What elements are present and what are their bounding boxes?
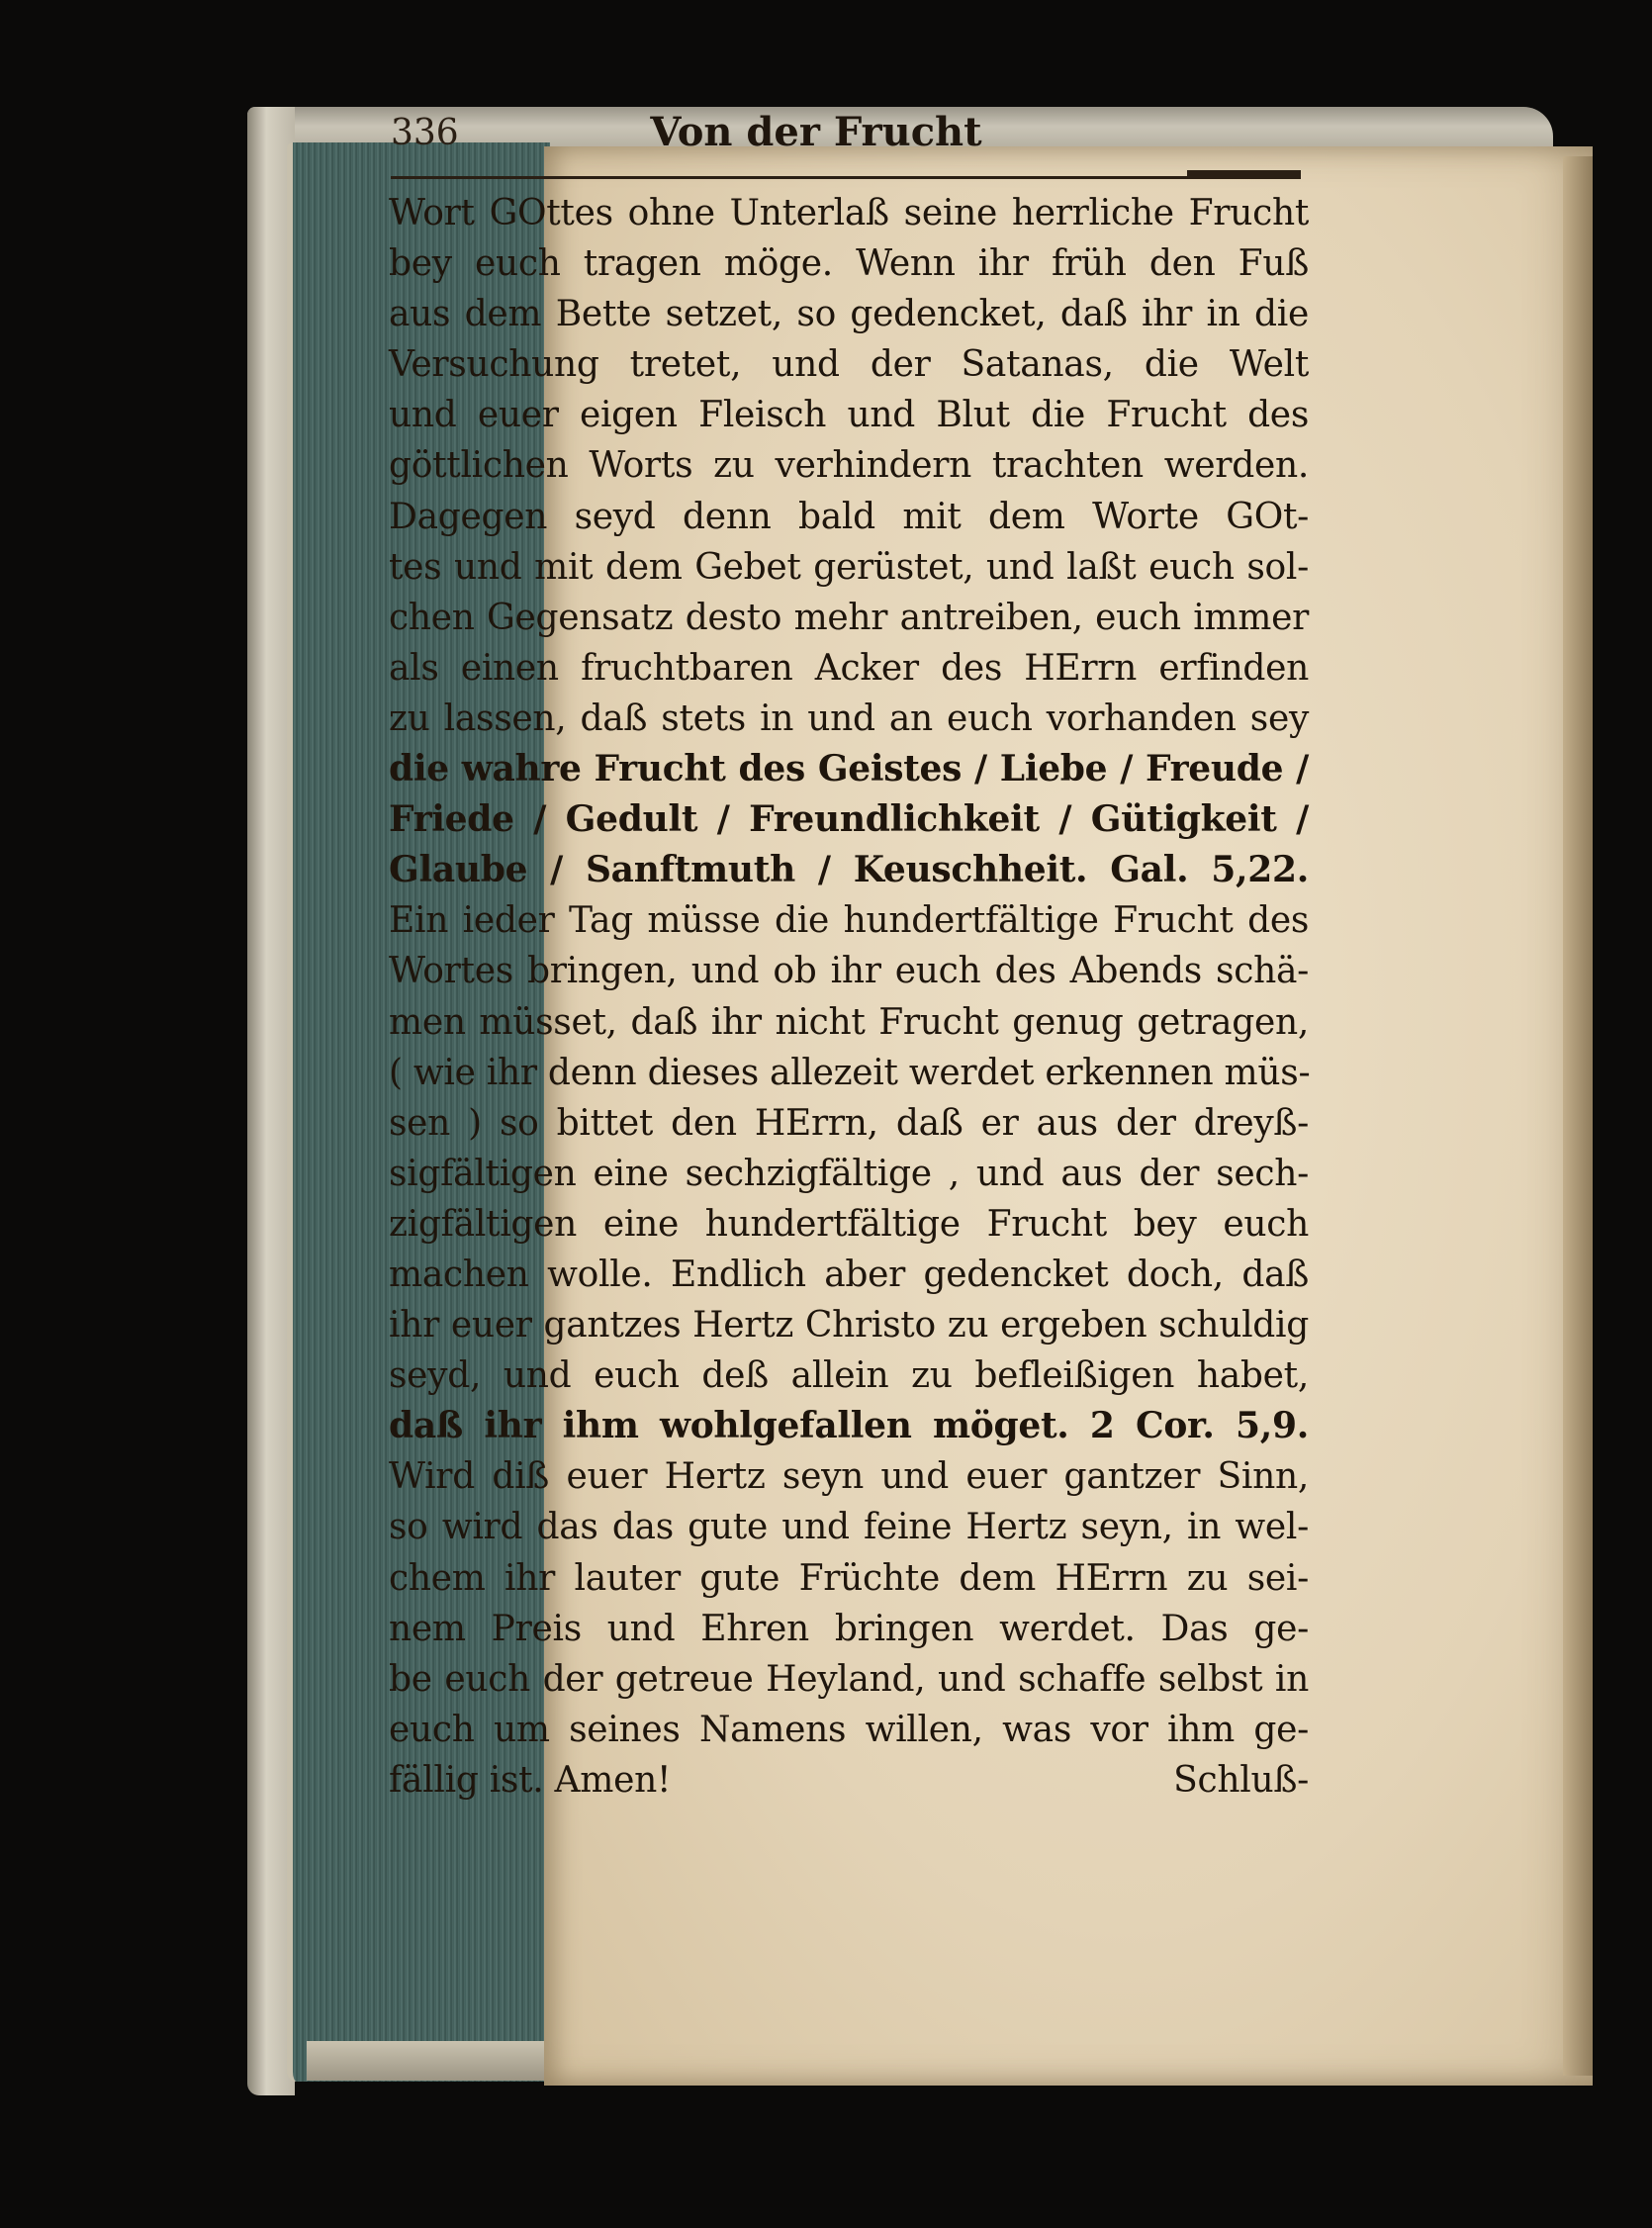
text-line: Wird diß euer Hertz seyn und euer gantzer Sinn,	[389, 1456, 1309, 1498]
catchword: Schluß-	[1173, 1759, 1309, 1801]
text-line: als einen fruchtbaren Acker des HErrn erfinden	[389, 647, 1309, 689]
text-line: be euch der getreue Heyland, und schaffe selbst in	[389, 1658, 1309, 1700]
body-text	[389, 188, 1309, 1806]
text-line: die wahre Frucht des Geistes / Liebe / Freude /	[389, 748, 1309, 790]
text-line: bey euch tragen möge. Wenn ihr früh den Fuß	[389, 243, 1309, 285]
text-line: aus dem Bette setzet, so gedencket, daß ihr in die	[389, 294, 1309, 335]
text-line: göttlichen Worts zu verhindern trachten werden.	[389, 445, 1309, 487]
header-rule-thick	[1187, 170, 1301, 176]
text-line: chen Gegensatz desto mehr antreiben, euch immer	[389, 597, 1309, 638]
text-line: Wort GOttes ohne Unterlaß seine herrliche Frucht	[389, 193, 1309, 233]
text-line: daß ihr ihm wohlgefallen möget. 2 Cor. 5,9.	[389, 1405, 1309, 1447]
text-line: zu lassen, daß stets in und an euch vorhanden sey	[389, 697, 1309, 739]
text-line: Ein ieder Tag müsse die hundertfältige Frucht des	[389, 900, 1309, 942]
text-line: men müsset, daß ihr nicht Frucht genug getragen,	[389, 1001, 1309, 1043]
text-line: Versuchung tretet, und der Satanas, die Welt	[389, 344, 1309, 386]
text-line: Friede / Gedult / Freundlichkeit / Gütigkeit /	[389, 798, 1309, 841]
text-line: seyd, und euch deß allein zu befleißigen habet,	[389, 1355, 1309, 1397]
text-line: nem Preis und Ehren bringen werdet. Das ge-	[389, 1608, 1309, 1649]
text-line: Wortes bringen, und ob ihr euch des Abends schä-	[389, 951, 1309, 992]
text-line: euch um seines Namens willen, was vor ihm ge-	[389, 1709, 1309, 1750]
text-line: Dagegen seyd denn bald mit dem Worte GOt-	[389, 496, 1309, 537]
text-line: ( wie ihr denn dieses allezeit werdet erkennen müs-	[389, 1052, 1311, 1093]
text-line: und euer eigen Fleisch und Blut die Frucht des	[389, 395, 1309, 436]
text-line: chem ihr lauter gute Früchte dem HErrn zu sei-	[389, 1557, 1309, 1599]
page-block-bottom	[307, 2041, 554, 2081]
header-rule	[391, 176, 1301, 179]
text-line: tes und mit dem Gebet gerüstet, und laßt euch sol-	[389, 546, 1309, 588]
page-gutter	[1563, 156, 1593, 2076]
text-line: sen ) so bittet den HErrn, daß er aus der dreyß-	[389, 1102, 1309, 1144]
final-text: fällig ist. Amen!	[389, 1759, 672, 1801]
page-number: 336	[391, 113, 459, 153]
text-line: sigfältigen eine sechzigfältige , und aus der sech-	[389, 1153, 1309, 1194]
text-line: so wird das das gute und feine Hertz seyn, in wel-	[389, 1507, 1309, 1548]
text-line-last	[389, 1755, 1309, 1806]
text-line: zigfältigen eine hundertfältige Frucht bey euch	[389, 1203, 1309, 1245]
text-line: ihr euer gantzes Hertz Christo zu ergeben schuldig	[389, 1305, 1309, 1346]
text-line: machen wolle. Endlich aber gedencket doch, daß	[389, 1253, 1309, 1295]
page-header	[391, 109, 1301, 172]
text-line: Glaube / Sanftmuth / Keuschheit. Gal. 5,22.	[389, 849, 1309, 891]
running-title: Von der Frucht	[650, 109, 982, 155]
